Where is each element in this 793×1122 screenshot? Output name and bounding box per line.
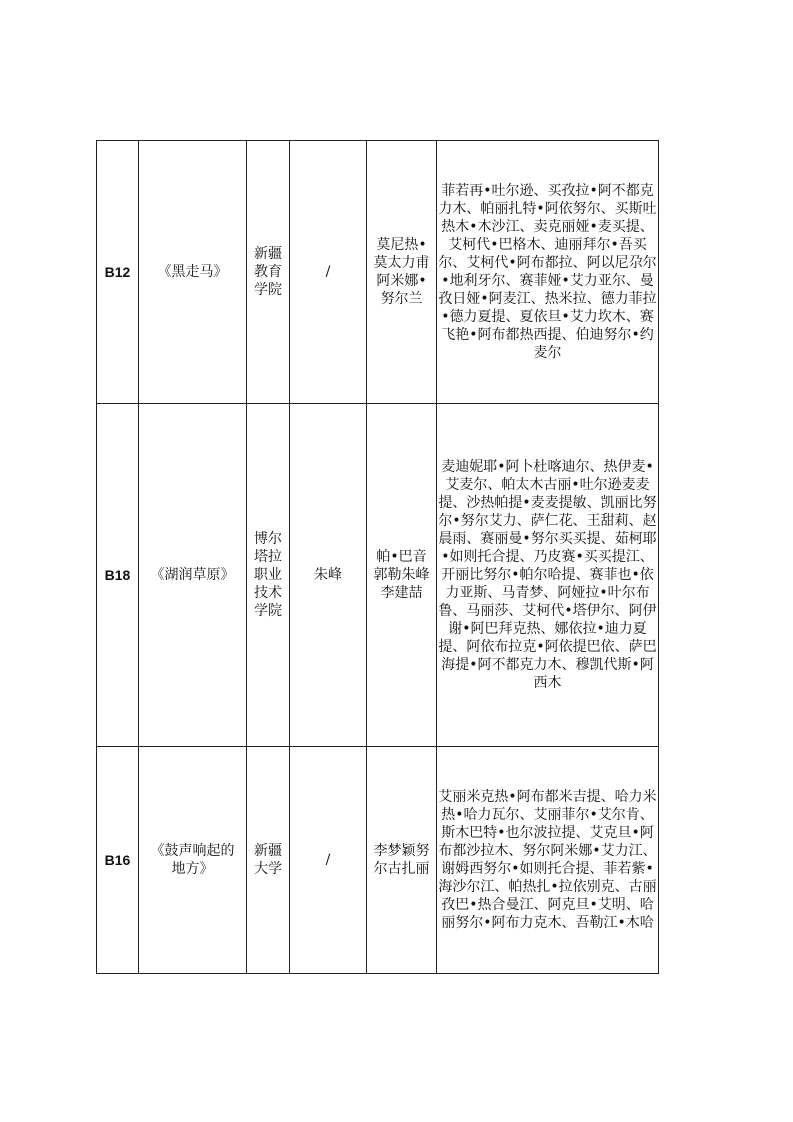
leader-text: 帕•巴音郭勒朱峰李建喆 [373, 549, 430, 601]
school-name [247, 141, 290, 404]
members: 艾丽米克热•阿布都米吉提、哈力米热•哈力瓦尔、艾丽菲尔•艾尔肯、斯木巴特•也尔波拉提、艾克旦•阿布都沙拉木、努尔阿米娜•艾力江、谢姆西努尔•如则托合提、菲若紫•海沙尔江、帕热扎•拉依别克、古丽孜巴•热合曼江、阿克旦•艾明、哈丽努尔•阿布力克木、吾勒江•木哈 [437, 747, 659, 974]
leader [367, 404, 437, 747]
school-name-text: 博尔塔拉职业技术学院 [254, 531, 282, 619]
leader-text: 李梦颖努尔古扎丽 [373, 843, 430, 877]
tutor: / [290, 141, 367, 404]
school-name [247, 747, 290, 974]
program-title [139, 747, 247, 974]
school-name [247, 404, 290, 747]
leader [367, 141, 437, 404]
table-row [97, 747, 659, 974]
members: 菲若再•吐尔逊、买孜拉•阿不都克力木、帕丽扎特•阿依努尔、买斯吐热木•木沙江、卖克丽娅•麦买提、艾柯代•巴格木、迪丽拜尔•吾买尔、艾柯代•阿布都拉、阿以尼尕尔•地利牙尔、赛菲娅•艾力亚尔、曼孜日娅•阿麦江、热米拉、德力菲拉•德力夏提、夏依旦•艾力坎木、赛飞艳•阿布都热西提、伯迪努尔•约麦尔 [437, 141, 659, 404]
program-title-text: 《鼓声响起的地方》 [150, 843, 235, 877]
program-code: B16 [97, 747, 139, 974]
tutor: / [290, 747, 367, 974]
leader [367, 747, 437, 974]
program-title-text: 《黑走马》 [157, 264, 228, 280]
program-table [96, 140, 659, 974]
leader-text: 莫尼热•莫太力甫阿米娜•努尔兰 [373, 237, 430, 307]
school-name-text: 新疆大学 [254, 843, 282, 877]
school-name-text: 新疆教育学院 [254, 246, 282, 298]
tutor: 朱峰 [290, 404, 367, 747]
members: 麦迪妮耶•阿卜杜喀迪尔、热伊麦•艾麦尔、帕太木古丽•吐尔逊麦麦提、沙热帕提•麦麦提敏、凯丽比努尔•努尔艾力、萨仁花、王甜莉、赵晨雨、赛丽曼•努尔买买提、茹柯耶•如则托合提、乃皮赛•买买提江、开丽比努尔•帕尔哈提、赛菲也•依力亚斯、马青梦、阿娅拉•叶尔布鲁、马丽莎、艾柯代•塔伊尔、阿伊谢•阿巴拜克热、娜依拉•迪力夏提、阿依布拉克•阿依提巴依、萨巴海提•阿不都克力木、穆凯代斯•阿西木 [437, 404, 659, 747]
program-code: B12 [97, 141, 139, 404]
program-title [139, 141, 247, 404]
table-row [97, 141, 659, 404]
program-code: B18 [97, 404, 139, 747]
program-title-text: 《湖润草原》 [150, 567, 235, 583]
table-row [97, 404, 659, 747]
program-title [139, 404, 247, 747]
